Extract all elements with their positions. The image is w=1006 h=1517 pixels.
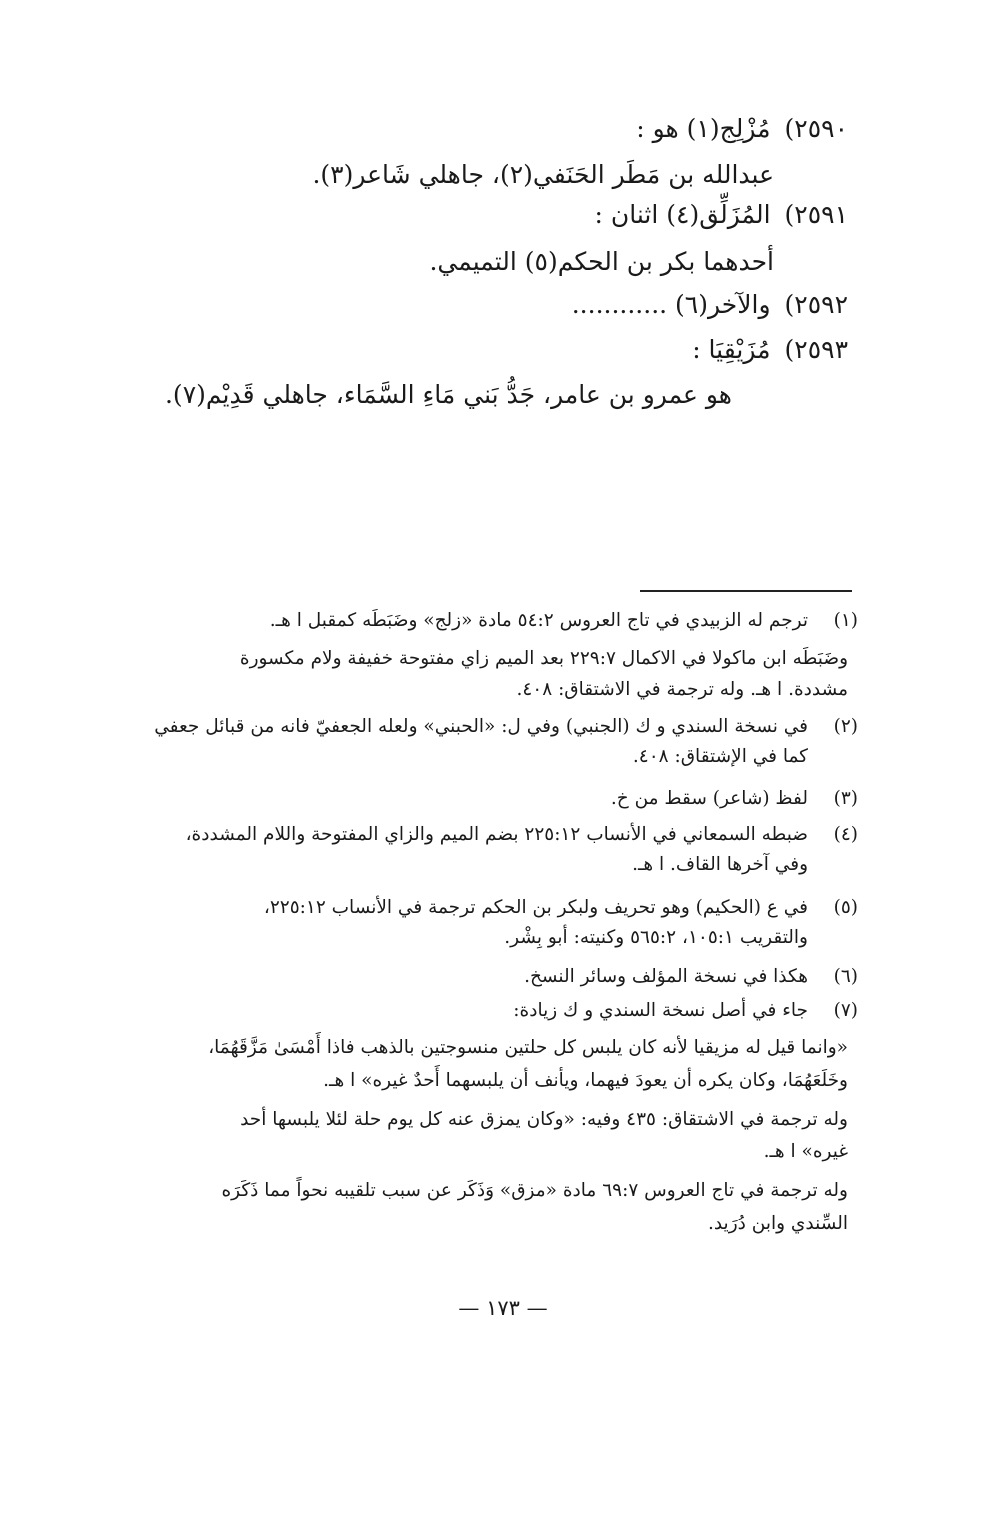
footnote [130,712,858,772]
entry-number: ٢٥٩٣) [784,335,848,364]
footnote-line: وفي آخرها القاف. ا هـ. [632,854,808,875]
footnote-line: وله ترجمة في الاشتقاق: ٤٣٥ وفيه: «وكان يمزق عنه كل يوم حلة لئلا يلبسها أحد [240,1109,848,1130]
entry-number: ٢٥٩٠) [784,114,848,143]
footnote-line: جاء في أصل نسخة السندي و ك زيادة: [513,1000,808,1021]
footnote-line: كما في الإشتقاق: ٤٠٨. [632,746,808,767]
footnote-line: ترجم له الزبيدي في تاج العروس ٥٤:٢ مادة «زلج» وضَبَطَه كمقبل ا هـ. [269,610,808,631]
footnote-line: السِّندي وابن دُرَيد. [707,1213,848,1234]
footnote [130,784,858,814]
footnote-line: والتقريب ١٠٥:١، ٥٦٥:٢ وكنيته: أبو بِشْر. [504,927,808,948]
footnote-line: وخَلَعَهُمَا، وكان يكره أن يعودَ فيهما، ويأنف أن يلبسهما أَحدٌ غيره» ا هـ. [323,1070,848,1091]
entry-number: ٢٥٩٢) [784,290,848,319]
footnote-separator [640,590,852,592]
footnote-number: (٣) [833,788,858,809]
entry-heading [636,112,848,146]
footnote-line: ضبطه السمعاني في الأنساب ٢٢٥:١٢ بضم الميم والزاي المفتوحة واللام المشددة، [185,824,808,845]
entry-heading [595,198,848,232]
entry-name: مُزَيْقِيَا : [692,335,771,364]
page-number: — ١٧٣ — [458,1296,548,1320]
footnote-number: (٧) [833,1000,858,1021]
footnote-line: «وانما قيل له مزيقيا لأنه كان يلبس كل حلتين منسوجتين بالذهب فاذا أَمْسَىٰ مَزَّقَهُمَا، [208,1037,848,1058]
footnote [130,820,858,880]
footnote-line: في نسخة السندي و ك (الجنبي) وفي ل: «الحبني» ولعله الجعفيّ فانه من قبائل جعفي [154,716,808,737]
footnote-line: غيره» ا هـ. [763,1141,848,1162]
footnote-number: (٢) [833,716,858,737]
footnote-number: (١) [833,610,858,631]
footnote-line: وضَبَطَه ابن ماكولا في الاكمال ٢٢٩:٧ بعد الميم زاي مفتوحة خفيفة ولام مكسورة [239,648,848,669]
footnote-line: في ع (الحكيم) وهو تحريف ولبكر بن الحكم ترجمة في الأنساب ٢٢٥:١٢، [263,897,808,918]
footnote-line: مشددة. ا هـ. وله ترجمة في الاشتقاق: ٤٠٨. [516,679,848,700]
entry-description: أحدهما بكر بن الحكم(٥) التميمي. [429,247,774,276]
entry-name: المُزَلِّق(٤) اثنان : [594,200,771,229]
footnote-number: (٥) [833,897,858,918]
entry-heading [692,333,848,367]
footnote [130,893,858,953]
entry-description: هو عمرو بن عامر، جَدُّ بَني مَاءِ السَّمَاء، جاهلي قَدِيْم(٧). [164,380,732,409]
footnote [130,996,858,1026]
footnote-number: (٤) [833,824,858,845]
footnote-line: لفظ (شاعر) سقط من خ. [610,788,808,809]
entry-number: ٢٥٩١) [784,200,848,229]
entry-name: مُزْلِج(١) هو : [636,114,771,143]
entry-description: عبدالله بن مَطَر الحَنَفي(٢)، جاهلي شَاعر(٣). [312,160,774,189]
entry-heading [572,288,848,322]
entry-name: والآخر(٦) ............ [571,290,771,319]
footnote [130,962,858,992]
footnote-number: (٦) [833,966,858,987]
footnote-line: وله ترجمة في تاج العروس ٦٩:٧ مادة «مزق» وَذَكَر عن سبب تلقيبه نحواً مما ذَكَرَه [221,1180,848,1201]
footnote [130,606,858,636]
footnote-line: هكذا في نسخة المؤلف وسائر النسخ. [524,966,808,987]
